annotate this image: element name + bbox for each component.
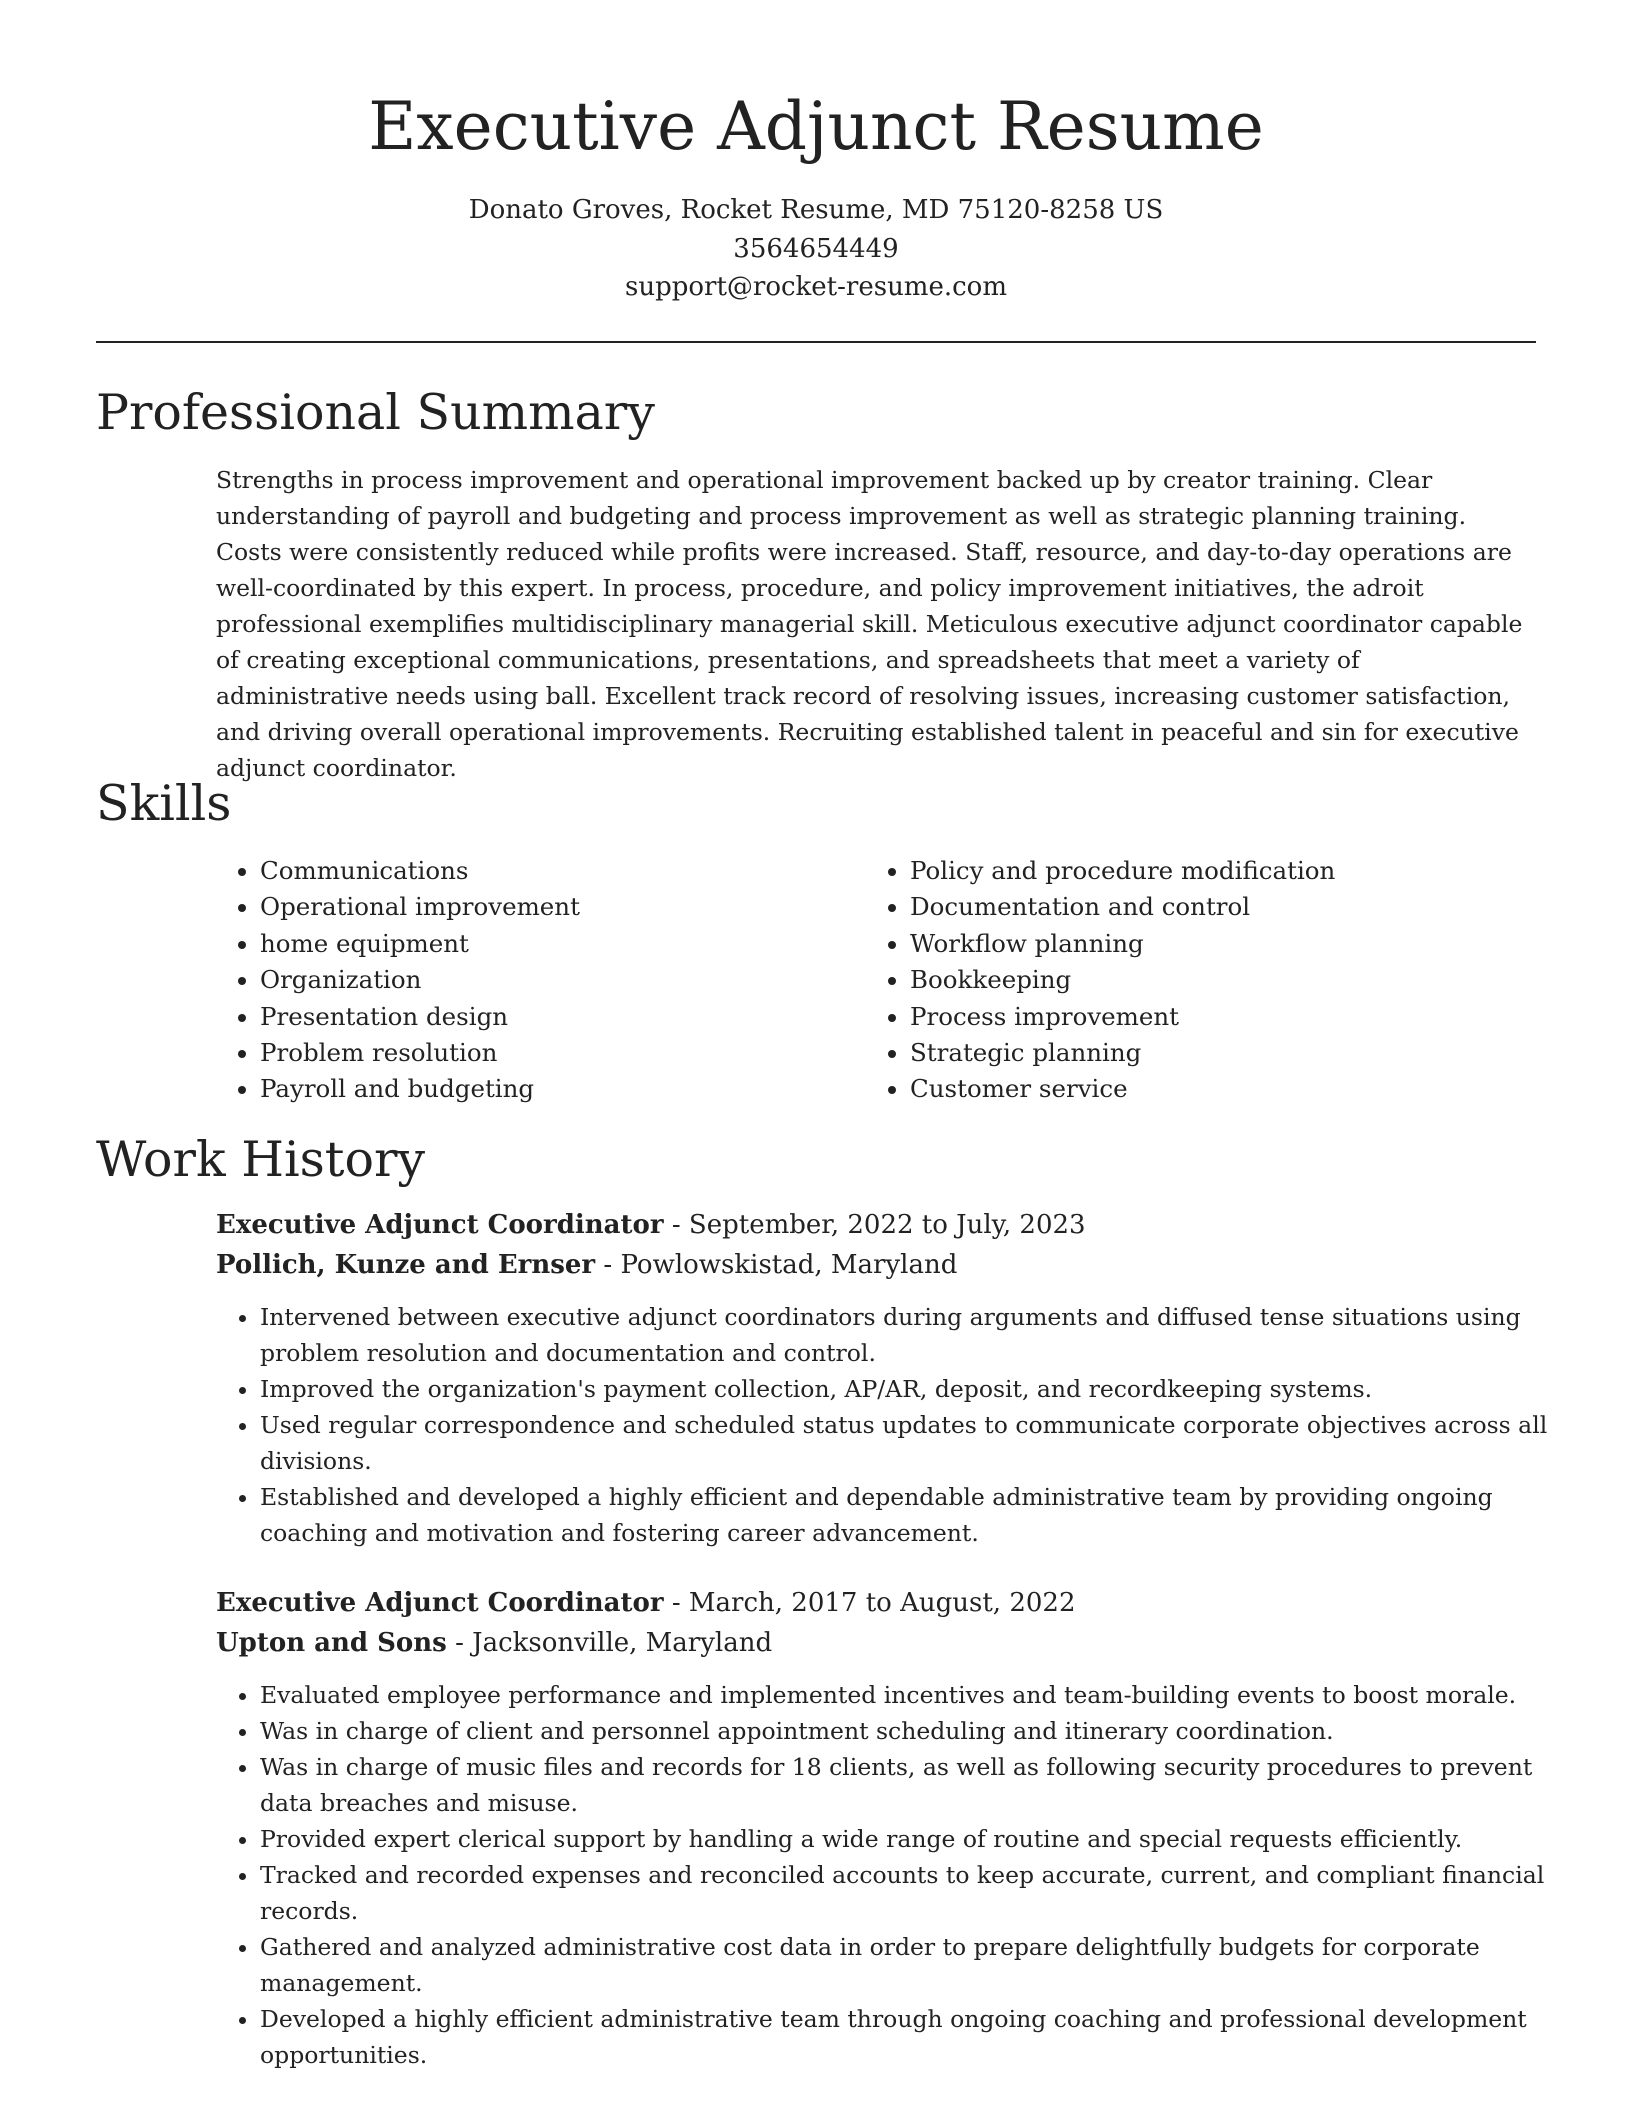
duty-item: • Developed a highly efficient administrative team through ongoing coaching and professional development opportunities. <box>260 2001 1580 2073</box>
duty-item: • Used regular correspondence and scheduled status updates to communicate corporate objectives across all divisions. <box>260 1407 1580 1479</box>
job-title-line: Executive Adjunct Coordinator - September, 2022 to July, 2023 <box>216 1210 1086 1240</box>
contact-email: support@rocket-resume.com <box>624 272 1007 302</box>
job-duties-list <box>216 1299 1580 1551</box>
work-history-heading: Work History <box>96 1131 426 1188</box>
skill-item: • Operational improvement <box>260 889 820 925</box>
skill-item: • Strategic planning <box>910 1035 1510 1071</box>
job-company: Upton and Sons <box>216 1628 447 1658</box>
skill-item: • home equipment <box>260 926 820 962</box>
skill-item: • Customer service <box>910 1071 1510 1107</box>
duty-item: • Tracked and recorded expenses and reconciled accounts to keep accurate, current, and compliant financial records. <box>260 1857 1580 1929</box>
job-location: Powlowskistad, Maryland <box>620 1250 958 1280</box>
skill-item: • Bookkeeping <box>910 962 1510 998</box>
summary-text: Strengths in process improvement and operational improvement backed up by creator training. Clear understanding of payroll and budgeting and process improvement as well as strategic planning training. Costs were consistently reduced while profits were increased. Staff, resource, and day-to-day operations are well-coordinated by this expert. In process, procedure, and policy improvement initiatives, the adroit professional exemplifies multidisciplinary managerial skill. Meticulous executive adjunct coordinator capable of creating exceptional communications, presentations, and spreadsheets that meet a variety of administrative needs using ball. Excellent track record of resolving issues, increasing customer satisfaction, and driving overall operational improvements. Recruiting established talent in peaceful and sin for executive adjunct coordinator. <box>216 466 1523 782</box>
skill-item: • Documentation and control <box>910 889 1510 925</box>
job-company-line: Pollich, Kunze and Ernser - Powlowskistad, Maryland <box>216 1250 958 1280</box>
job-dates: September, 2022 to July, 2023 <box>688 1210 1086 1240</box>
duty-item: • Evaluated employee performance and implemented incentives and team-building events to boost morale. <box>260 1677 1580 1713</box>
duty-item: • Gathered and analyzed administrative cost data in order to prepare delightfully budgets for corporate management. <box>260 1929 1580 2001</box>
skill-item: • Workflow planning <box>910 926 1510 962</box>
duty-item: • Was in charge of client and personnel appointment scheduling and itinerary coordination. <box>260 1713 1580 1749</box>
contact-address: Donato Groves, Rocket Resume, MD 75120-8258 US <box>468 195 1164 225</box>
job-duties-list <box>216 1677 1580 2073</box>
summary-heading: Professional Summary <box>96 384 655 441</box>
job-company: Pollich, Kunze and Ernser <box>216 1250 596 1280</box>
job-location: Jacksonville, Maryland <box>472 1628 773 1658</box>
skills-heading: Skills <box>96 775 232 832</box>
resume-title: Executive Adjunct Resume <box>368 88 1264 165</box>
duty-item: • Improved the organization's payment collection, AP/AR, deposit, and recordkeeping systems. <box>260 1371 1580 1407</box>
job-title: Executive Adjunct Coordinator <box>216 1588 664 1618</box>
skill-item: • Organization <box>260 962 820 998</box>
skill-item: • Problem resolution <box>260 1035 820 1071</box>
skill-item: • Payroll and budgeting <box>260 1071 820 1107</box>
skills-list-left <box>216 853 820 1108</box>
job-dates: March, 2017 to August, 2022 <box>688 1588 1076 1618</box>
duty-item: • Was in charge of music files and records for 18 clients, as well as following security procedures to prevent data breaches and misuse. <box>260 1749 1580 1821</box>
skill-item: • Communications <box>260 853 820 889</box>
duty-item: • Provided expert clerical support by handling a wide range of routine and special requests efficiently. <box>260 1821 1580 1857</box>
job-title-line: Executive Adjunct Coordinator - March, 2017 to August, 2022 <box>216 1588 1076 1618</box>
skills-list-right <box>866 853 1510 1108</box>
skill-item: • Process improvement <box>910 999 1510 1035</box>
skill-item: • Presentation design <box>260 999 820 1035</box>
contact-phone: 3564654449 <box>733 234 899 264</box>
job-company-line: Upton and Sons - Jacksonville, Maryland <box>216 1628 773 1658</box>
skill-item: • Policy and procedure modification <box>910 853 1510 889</box>
duty-item: • Intervened between executive adjunct coordinators during arguments and diffused tense situations using problem resolution and documentation and control. <box>260 1299 1580 1371</box>
duty-item: • Established and developed a highly efficient and dependable administrative team by providing ongoing coaching and motivation and fostering career advancement. <box>260 1479 1580 1551</box>
job-title: Executive Adjunct Coordinator <box>216 1210 664 1240</box>
header-divider <box>96 341 1536 343</box>
